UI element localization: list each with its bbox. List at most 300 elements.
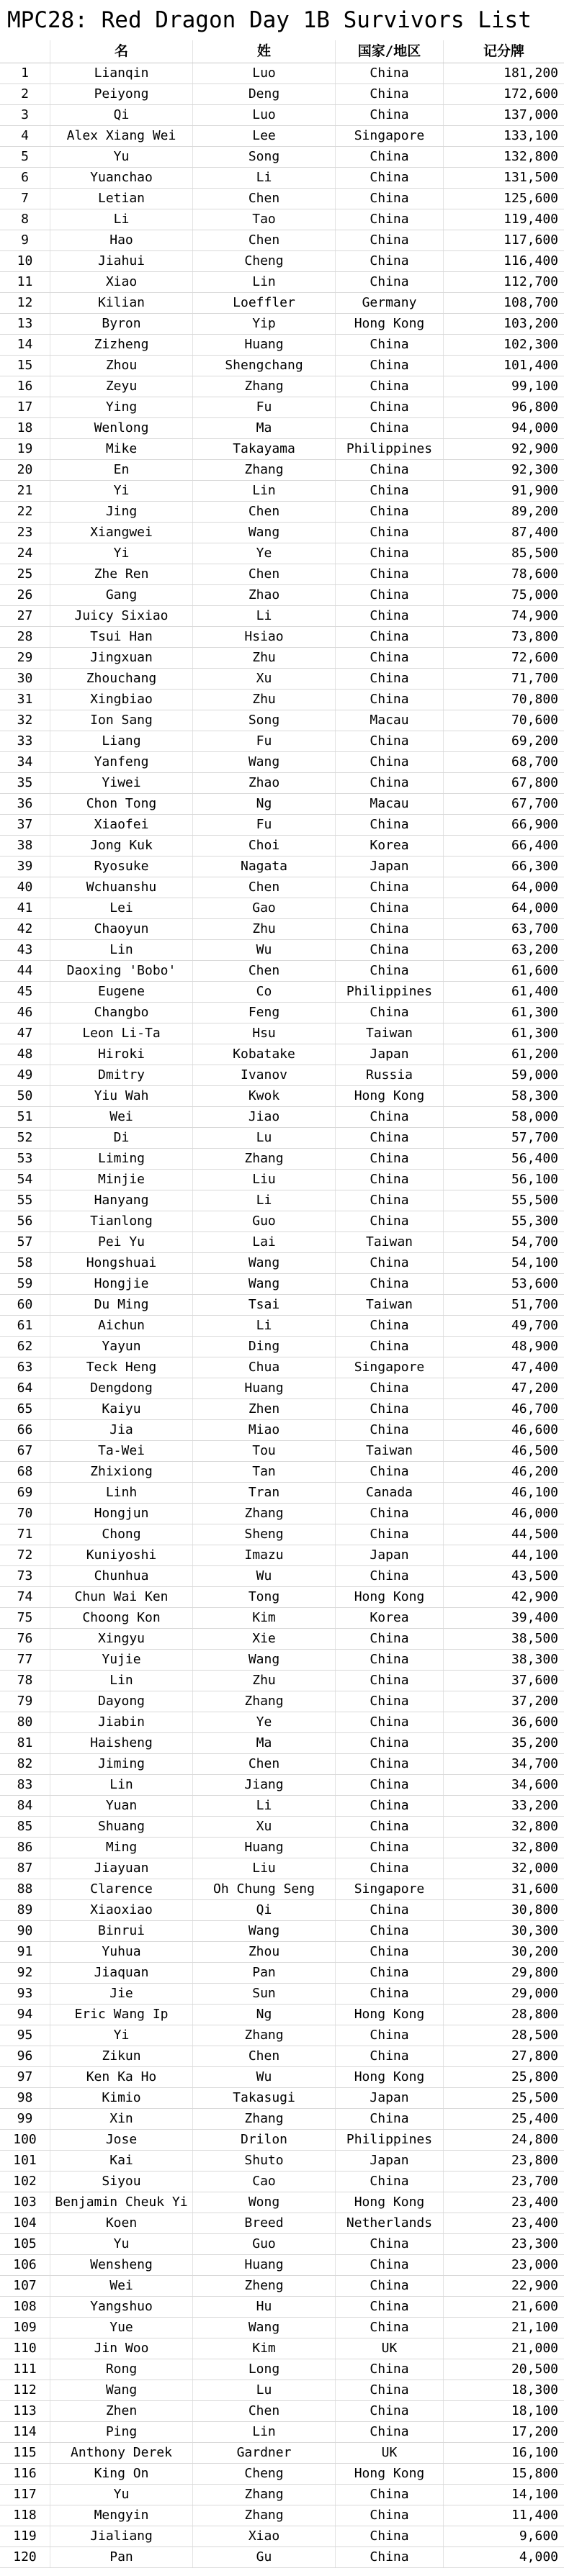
last-name-cell: Zhang xyxy=(193,1691,336,1712)
last-name-cell: Hu xyxy=(193,2297,336,2317)
chip-count-cell: 28,800 xyxy=(511,2007,558,2022)
last-name-cell: Long xyxy=(193,2359,336,2380)
country-cell: UK xyxy=(336,2338,444,2359)
table-row xyxy=(0,1838,564,1858)
rank-cell: 26 xyxy=(0,585,50,605)
rank-cell: 36 xyxy=(0,794,50,814)
last-name-cell: Sun xyxy=(193,1984,336,2004)
table-row xyxy=(0,898,564,919)
country-cell: Hong Kong xyxy=(336,2005,444,2025)
last-name-cell: Fu xyxy=(193,397,336,417)
first-name-cell: Yangshuo xyxy=(50,2297,193,2317)
rank-cell: 108 xyxy=(0,2297,50,2317)
chip-count-cell: 172,600 xyxy=(503,86,558,101)
last-name-cell: Chen xyxy=(193,2046,336,2066)
first-name-cell: Hongshuai xyxy=(50,1253,193,1273)
country-cell: Singapore xyxy=(336,126,444,146)
chip-count-cell: 133,100 xyxy=(503,128,558,143)
first-name-cell: Jiming xyxy=(50,1754,193,1774)
chip-count-cell: 38,500 xyxy=(511,1631,558,1646)
first-name-cell: Xin xyxy=(50,2109,193,2129)
first-name-cell: Jong Kuk xyxy=(50,836,193,856)
last-name-cell: Zhao xyxy=(193,585,336,605)
first-name-cell: Jing xyxy=(50,502,193,522)
rank-cell: 64 xyxy=(0,1378,50,1398)
chip-count-cell: 56,100 xyxy=(511,1172,558,1187)
rank-cell: 61 xyxy=(0,1316,50,1336)
table-row xyxy=(0,1357,564,1378)
chip-count-cell: 85,500 xyxy=(511,546,558,561)
first-name-cell: Chong xyxy=(50,1524,193,1545)
country-cell: China xyxy=(336,1399,444,1419)
chip-count-cell: 70,800 xyxy=(511,692,558,707)
rank-cell: 3 xyxy=(0,105,50,125)
chip-count-cell: 102,300 xyxy=(503,337,558,352)
chip-count-cell: 17,200 xyxy=(511,2424,558,2439)
chip-count-cell: 18,100 xyxy=(511,2403,558,2418)
chip-count-cell: 48,900 xyxy=(511,1339,558,1354)
country-cell: China xyxy=(336,1211,444,1231)
rank-cell: 42 xyxy=(0,919,50,939)
last-name-cell: Gardner xyxy=(193,2443,336,2463)
country-cell: China xyxy=(336,1378,444,1398)
chip-count-cell: 137,000 xyxy=(503,107,558,122)
country-cell: China xyxy=(336,731,444,751)
rank-cell: 120 xyxy=(0,2547,50,2567)
rank-cell: 59 xyxy=(0,1274,50,1294)
first-name-cell: Hongjun xyxy=(50,1504,193,1524)
country-cell: China xyxy=(336,1337,444,1357)
country-cell: China xyxy=(336,1984,444,2004)
first-name-cell: Letian xyxy=(50,189,193,209)
chip-count-cell: 70,600 xyxy=(511,713,558,728)
country-cell: China xyxy=(336,2276,444,2296)
table-row xyxy=(0,314,564,335)
chip-count-cell: 61,300 xyxy=(511,1026,558,1041)
table-body xyxy=(0,63,564,2568)
chip-count-cell: 108,700 xyxy=(503,295,558,310)
chip-count-cell: 78,600 xyxy=(511,566,558,582)
table-row xyxy=(0,293,564,314)
country-cell: China xyxy=(336,2025,444,2046)
country-cell: Philippines xyxy=(336,439,444,459)
rank-cell: 74 xyxy=(0,1587,50,1607)
first-name-cell: Lianqin xyxy=(50,63,193,83)
chip-count-cell: 131,500 xyxy=(503,170,558,185)
first-name-cell: Siyou xyxy=(50,2171,193,2192)
rank-cell: 117 xyxy=(0,2485,50,2505)
country-cell: Philippines xyxy=(336,982,444,1002)
header-country: 国家/地区 xyxy=(336,40,444,63)
last-name-cell: Fu xyxy=(193,731,336,751)
country-cell: China xyxy=(336,1629,444,1649)
table-row xyxy=(0,2380,564,2401)
last-name-cell: Wu xyxy=(193,2067,336,2087)
rank-cell: 119 xyxy=(0,2526,50,2546)
rank-cell: 104 xyxy=(0,2213,50,2233)
rank-cell: 111 xyxy=(0,2359,50,2380)
table-row xyxy=(0,1817,564,1838)
country-cell: Hong Kong xyxy=(336,2464,444,2484)
table-row xyxy=(0,460,564,481)
table-row xyxy=(0,523,564,543)
last-name-cell: Oh Chung Seng xyxy=(193,1879,336,1899)
chip-count-cell: 68,700 xyxy=(511,754,558,769)
country-cell: China xyxy=(336,147,444,167)
chip-count-cell: 18,300 xyxy=(511,2382,558,2398)
chip-count-cell: 75,000 xyxy=(511,587,558,602)
last-name-cell: Chen xyxy=(193,877,336,898)
chip-count-cell: 53,600 xyxy=(511,1276,558,1291)
chip-count-cell: 59,000 xyxy=(511,1067,558,1083)
first-name-cell: Ping xyxy=(50,2422,193,2442)
country-cell: Korea xyxy=(336,836,444,856)
last-name-cell: Pan xyxy=(193,1963,336,1983)
last-name-cell: Choi xyxy=(193,836,336,856)
country-cell: China xyxy=(336,752,444,772)
rank-cell: 7 xyxy=(0,189,50,209)
first-name-cell: Chon Tong xyxy=(50,794,193,814)
last-name-cell: Co xyxy=(193,982,336,1002)
chip-count-cell: 63,700 xyxy=(511,921,558,936)
rank-cell: 82 xyxy=(0,1754,50,1774)
rank-cell: 89 xyxy=(0,1900,50,1920)
first-name-cell: Chunhua xyxy=(50,1566,193,1586)
chip-count-cell: 43,500 xyxy=(511,1568,558,1583)
country-cell: China xyxy=(336,1107,444,1127)
country-cell: China xyxy=(336,1003,444,1023)
chip-count-cell: 58,000 xyxy=(511,1109,558,1124)
table-row xyxy=(0,690,564,710)
last-name-cell: Zhao xyxy=(193,773,336,793)
first-name-cell: Kai xyxy=(50,2151,193,2171)
last-name-cell: Lu xyxy=(193,1128,336,1148)
last-name-cell: Cheng xyxy=(193,2464,336,2484)
rank-cell: 50 xyxy=(0,1086,50,1106)
chip-count-cell: 46,600 xyxy=(511,1422,558,1437)
first-name-cell: Ryosuke xyxy=(50,857,193,877)
first-name-cell: Hongjie xyxy=(50,1274,193,1294)
last-name-cell: Qi xyxy=(193,1900,336,1920)
rank-cell: 80 xyxy=(0,1712,50,1732)
table-row xyxy=(0,502,564,523)
first-name-cell: Yi xyxy=(50,481,193,501)
last-name-cell: Tao xyxy=(193,209,336,230)
first-name-cell: Byron xyxy=(50,314,193,334)
country-cell: Russia xyxy=(336,1065,444,1085)
table-row xyxy=(0,1942,564,1963)
rank-cell: 102 xyxy=(0,2171,50,2192)
header-first-name: 名 xyxy=(50,40,193,63)
table-row xyxy=(0,1107,564,1128)
chip-count-cell: 25,500 xyxy=(511,2090,558,2105)
chip-count-cell: 44,100 xyxy=(511,1547,558,1563)
rank-cell: 14 xyxy=(0,335,50,355)
chip-count-cell: 35,200 xyxy=(511,1735,558,1750)
table-row xyxy=(0,63,564,84)
country-cell: China xyxy=(336,230,444,250)
rank-cell: 103 xyxy=(0,2192,50,2213)
last-name-cell: Miao xyxy=(193,1420,336,1440)
last-name-cell: Deng xyxy=(193,84,336,104)
country-cell: China xyxy=(336,2297,444,2317)
first-name-cell: Jiayuan xyxy=(50,1858,193,1879)
rank-cell: 41 xyxy=(0,898,50,918)
rank-cell: 116 xyxy=(0,2464,50,2484)
first-name-cell: Lin xyxy=(50,940,193,960)
first-name-cell: Kuniyoshi xyxy=(50,1545,193,1565)
rank-cell: 115 xyxy=(0,2443,50,2463)
rank-cell: 96 xyxy=(0,2046,50,2066)
chip-count-cell: 46,000 xyxy=(511,1506,558,1521)
first-name-cell: Alex Xiang Wei xyxy=(50,126,193,146)
rank-cell: 107 xyxy=(0,2276,50,2296)
rank-cell: 83 xyxy=(0,1775,50,1795)
last-name-cell: Zhu xyxy=(193,919,336,939)
chip-count-cell: 54,100 xyxy=(511,1255,558,1270)
rank-cell: 33 xyxy=(0,731,50,751)
country-cell: Japan xyxy=(336,2151,444,2171)
table-row xyxy=(0,585,564,606)
chip-count-cell: 61,600 xyxy=(511,963,558,978)
chip-count-cell: 96,800 xyxy=(511,399,558,415)
last-name-cell: Jiang xyxy=(193,1775,336,1795)
chip-count-cell: 117,600 xyxy=(503,232,558,248)
chip-count-cell: 33,200 xyxy=(511,1798,558,1813)
chip-count-cell: 89,200 xyxy=(511,504,558,519)
country-cell: China xyxy=(336,2526,444,2546)
table-row xyxy=(0,2318,564,2338)
table-row xyxy=(0,1295,564,1316)
last-name-cell: Xu xyxy=(193,1817,336,1837)
country-cell: Netherlands xyxy=(336,2213,444,2233)
country-cell: China xyxy=(336,418,444,438)
rank-cell: 37 xyxy=(0,815,50,835)
chip-count-cell: 23,400 xyxy=(511,2195,558,2210)
country-cell: China xyxy=(336,564,444,584)
chip-count-cell: 92,900 xyxy=(511,441,558,456)
first-name-cell: Kaiyu xyxy=(50,1399,193,1419)
chip-count-cell: 39,400 xyxy=(511,1610,558,1625)
rank-cell: 101 xyxy=(0,2151,50,2171)
country-cell: China xyxy=(336,585,444,605)
rank-cell: 2 xyxy=(0,84,50,104)
chip-count-cell: 37,600 xyxy=(511,1673,558,1688)
first-name-cell: Mengyin xyxy=(50,2505,193,2526)
country-cell: China xyxy=(336,898,444,918)
last-name-cell: Zhang xyxy=(193,1149,336,1169)
first-name-cell: Binrui xyxy=(50,1921,193,1941)
rank-cell: 11 xyxy=(0,272,50,292)
rank-cell: 99 xyxy=(0,2109,50,2129)
first-name-cell: Dengdong xyxy=(50,1378,193,1398)
last-name-cell: Huang xyxy=(193,1378,336,1398)
country-cell: Taiwan xyxy=(336,1295,444,1315)
chip-count-cell: 23,300 xyxy=(511,2236,558,2251)
chip-count-cell: 132,800 xyxy=(503,149,558,164)
first-name-cell: Wchuanshu xyxy=(50,877,193,898)
chip-count-cell: 15,800 xyxy=(511,2466,558,2481)
last-name-cell: Tou xyxy=(193,1441,336,1461)
first-name-cell: Wenlong xyxy=(50,418,193,438)
last-name-cell: Huang xyxy=(193,1838,336,1858)
country-cell: China xyxy=(336,460,444,480)
country-cell: China xyxy=(336,1754,444,1774)
chip-count-cell: 46,700 xyxy=(511,1401,558,1416)
header-chip-count: 记分牌 xyxy=(483,43,524,59)
chip-count-cell: 55,500 xyxy=(511,1193,558,1208)
table-row xyxy=(0,1399,564,1420)
rank-cell: 84 xyxy=(0,1796,50,1816)
first-name-cell: Yiu Wah xyxy=(50,1086,193,1106)
last-name-cell: Ye xyxy=(193,543,336,564)
country-cell: Taiwan xyxy=(336,1023,444,1044)
table-row xyxy=(0,2338,564,2359)
first-name-cell: Rong xyxy=(50,2359,193,2380)
last-name-cell: Zhang xyxy=(193,2109,336,2129)
rank-cell: 67 xyxy=(0,1441,50,1461)
table-row xyxy=(0,1086,564,1107)
last-name-cell: Takasugi xyxy=(193,2088,336,2108)
first-name-cell: Wei xyxy=(50,2276,193,2296)
last-name-cell: Drilon xyxy=(193,2130,336,2150)
country-cell: China xyxy=(336,1963,444,1983)
first-name-cell: Yiwei xyxy=(50,773,193,793)
last-name-cell: Hsiao xyxy=(193,627,336,647)
rank-cell: 112 xyxy=(0,2380,50,2400)
first-name-cell: Hanyang xyxy=(50,1190,193,1211)
table-row xyxy=(0,669,564,690)
first-name-cell: Yue xyxy=(50,2318,193,2338)
last-name-cell: Ding xyxy=(193,1337,336,1357)
table-row xyxy=(0,1796,564,1817)
table-row xyxy=(0,543,564,564)
table-row xyxy=(0,773,564,794)
table-row xyxy=(0,2255,564,2276)
table-row xyxy=(0,752,564,773)
country-cell: China xyxy=(336,1712,444,1732)
table-row xyxy=(0,1650,564,1671)
table-row xyxy=(0,1232,564,1253)
first-name-cell: Anthony Derek xyxy=(50,2443,193,2463)
rank-cell: 30 xyxy=(0,669,50,689)
rank-cell: 25 xyxy=(0,564,50,584)
rank-cell: 95 xyxy=(0,2025,50,2046)
chip-count-cell: 71,700 xyxy=(511,671,558,686)
last-name-cell: Sheng xyxy=(193,1524,336,1545)
rank-cell: 47 xyxy=(0,1023,50,1044)
rank-cell: 73 xyxy=(0,1566,50,1586)
chip-count-cell: 69,200 xyxy=(511,733,558,749)
chip-count-cell: 101,400 xyxy=(503,358,558,373)
last-name-cell: Cheng xyxy=(193,251,336,271)
rank-cell: 40 xyxy=(0,877,50,898)
country-cell: China xyxy=(336,1650,444,1670)
table-row xyxy=(0,2088,564,2109)
chip-count-cell: 22,900 xyxy=(511,2278,558,2293)
rank-cell: 19 xyxy=(0,439,50,459)
table-row xyxy=(0,1545,564,1566)
table-row xyxy=(0,356,564,376)
last-name-cell: Wu xyxy=(193,1566,336,1586)
rank-cell: 45 xyxy=(0,982,50,1002)
last-name-cell: Nagata xyxy=(193,857,336,877)
rank-cell: 65 xyxy=(0,1399,50,1419)
country-cell: China xyxy=(336,335,444,355)
last-name-cell: Wang xyxy=(193,523,336,543)
first-name-cell: King On xyxy=(50,2464,193,2484)
rank-cell: 110 xyxy=(0,2338,50,2359)
table-row xyxy=(0,794,564,815)
country-cell: China xyxy=(336,606,444,626)
last-name-cell: Luo xyxy=(193,105,336,125)
last-name-cell: Kobatake xyxy=(193,1044,336,1065)
last-name-cell: Zhang xyxy=(193,2505,336,2526)
table-row xyxy=(0,1003,564,1023)
rank-cell: 1 xyxy=(0,63,50,83)
last-name-cell: Chen xyxy=(193,189,336,209)
first-name-cell: Dayong xyxy=(50,1691,193,1712)
table-row xyxy=(0,1733,564,1754)
table-row xyxy=(0,1608,564,1629)
last-name-cell: Gu xyxy=(193,2547,336,2567)
country-cell: China xyxy=(336,543,444,564)
country-cell: China xyxy=(336,1942,444,1962)
first-name-cell: Hao xyxy=(50,230,193,250)
rank-cell: 106 xyxy=(0,2255,50,2275)
table-row xyxy=(0,1149,564,1170)
chip-count-cell: 27,800 xyxy=(511,2048,558,2064)
first-name-cell: Linh xyxy=(50,1483,193,1503)
country-cell: China xyxy=(336,1253,444,1273)
last-name-cell: Wang xyxy=(193,752,336,772)
country-cell: China xyxy=(336,1316,444,1336)
rank-cell: 58 xyxy=(0,1253,50,1273)
rank-cell: 105 xyxy=(0,2234,50,2254)
country-cell: China xyxy=(336,84,444,104)
table-row xyxy=(0,272,564,293)
country-cell: China xyxy=(336,1420,444,1440)
header-last-name: 姓 xyxy=(193,40,336,63)
rank-cell: 88 xyxy=(0,1879,50,1899)
country-cell: China xyxy=(336,2046,444,2066)
first-name-cell: Ion Sang xyxy=(50,710,193,731)
table-row xyxy=(0,84,564,105)
chip-count-cell: 11,400 xyxy=(511,2508,558,2523)
chip-count-cell: 61,200 xyxy=(511,1047,558,1062)
first-name-cell: Zhen xyxy=(50,2401,193,2421)
country-cell: Singapore xyxy=(336,1357,444,1378)
first-name-cell: Zikun xyxy=(50,2046,193,2066)
chip-count-cell: 34,600 xyxy=(511,1777,558,1792)
last-name-cell: Zhang xyxy=(193,376,336,397)
first-name-cell: Yuhua xyxy=(50,1942,193,1962)
country-cell: Taiwan xyxy=(336,1441,444,1461)
last-name-cell: Jiao xyxy=(193,1107,336,1127)
chip-count-cell: 29,000 xyxy=(511,1986,558,2001)
chip-count-cell: 67,800 xyxy=(511,775,558,790)
country-cell: China xyxy=(336,1128,444,1148)
table-row xyxy=(0,606,564,627)
table-row xyxy=(0,2297,564,2318)
country-cell: China xyxy=(336,1900,444,1920)
last-name-cell: Lin xyxy=(193,272,336,292)
country-cell: China xyxy=(336,2401,444,2421)
last-name-cell: Ye xyxy=(193,1712,336,1732)
chip-count-cell: 4,000 xyxy=(519,2549,558,2564)
country-cell: China xyxy=(336,2255,444,2275)
table-row xyxy=(0,710,564,731)
